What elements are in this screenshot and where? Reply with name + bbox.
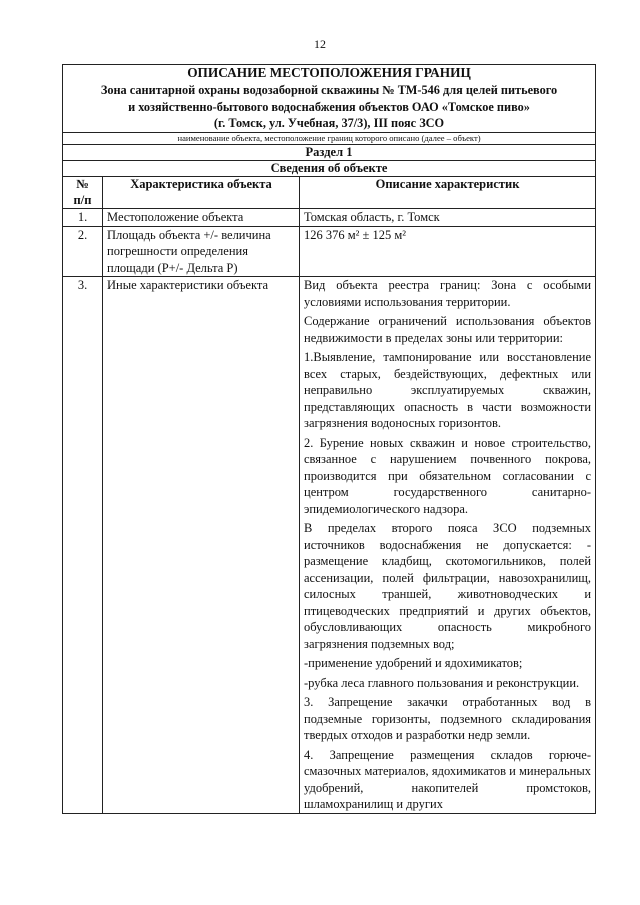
row-value: [300, 277, 596, 814]
section-heading: Раздел 1: [63, 145, 596, 161]
document-title: [63, 65, 596, 133]
restriction-paragraph: -применение удобрений и ядохимикатов;: [304, 656, 523, 671]
column-header-description: Описание характеристик: [300, 177, 596, 209]
column-header-number-line-1: №: [76, 177, 89, 192]
column-header-characteristic: Характеристика объекта: [103, 177, 300, 209]
row-value: Томская область, г. Томск: [300, 209, 596, 227]
restriction-paragraph: В пределах второго пояса ЗСО подземных источников водоснабжения не допускается: - размещение кладбищ, скотомогильников, полей ассенизации, полей фильтрации, навозохранилищ, силосных траншей, животноводческих и птицеводческих предприятий и других объектов, обусловливающих опасность микробного загрязнения подземных вод;: [304, 521, 592, 651]
table-row: [63, 226, 596, 277]
restriction-paragraph: 2. Бурение новых скважин и новое строительство, связанное с нарушением почвенного покрова, производится при обязательном согласовании с центром государственного санитарно-эпидемиологического надзора.: [304, 435, 592, 516]
row-value: 126 376 м² ± 125 м²: [300, 226, 596, 277]
title-line-3: и хозяйственно-бытового водоснабжения объектов ОАО «Томское пиво»: [128, 99, 530, 114]
page-number: 12: [314, 37, 326, 51]
restriction-paragraph: 1.Выявление, тампонирование или восстановление всех старых, бездействующих, дефектных или неправильно эксплуатируемых скважин, представляющих опасность в части возможности загрязнения водоносных горизонтов.: [304, 350, 592, 431]
row-number: 3.: [63, 277, 103, 814]
title-row: [63, 65, 596, 133]
restriction-paragraph: Вид объекта реестра границ: Зона с особыми условиями использования территории.: [304, 278, 592, 309]
title-line-4: (г. Томск, ул. Учебная, 37/3), III пояс ЗСО: [213, 116, 445, 131]
title-line-2: Зона санитарной охраны водозаборной скважины № ТМ-546 для целей питьевого: [100, 82, 558, 97]
row-number: 1.: [63, 209, 103, 227]
row-characteristic: Иные характеристики объекта: [103, 277, 300, 814]
column-header-number-line-2: п/п: [73, 192, 92, 207]
column-header-number: [63, 177, 103, 209]
restriction-paragraph: Содержание ограничений использования объектов недвижимости в пределах зоны или территории:: [304, 314, 592, 345]
subsection-row: [63, 161, 596, 177]
subsection-heading: Сведения об объекте: [63, 161, 596, 177]
object-caption: наименование объекта, местоположение границ которого описано (далее – объект): [63, 133, 596, 145]
boundary-description-table: [62, 64, 596, 814]
section-row: [63, 145, 596, 161]
column-header-row: [63, 177, 596, 209]
caption-row: [63, 133, 596, 145]
row-characteristic: Площадь объекта +/- величина погрешности определения площади (Р+/- Дельта Р): [103, 226, 300, 277]
restriction-paragraph: -рубка леса главного пользования и реконструкции.: [304, 675, 580, 690]
title-line-1: ОПИСАНИЕ МЕСТОПОЛОЖЕНИЯ ГРАНИЦ: [187, 65, 471, 80]
restriction-paragraph: 3. Запрещение закачки отработанных вод в подземные горизонты, подземного складирования твердых отходов и разработки недр земли.: [304, 695, 592, 743]
row-number: 2.: [63, 226, 103, 277]
row-characteristic: Местоположение объекта: [103, 209, 300, 227]
restriction-paragraph: 4. Запрещение размещения складов горюче-смазочных материалов, ядохимикатов и минеральных удобрений, накопителей промстоков, шламохранилищ и других: [304, 747, 592, 812]
table-row: [63, 209, 596, 227]
table-row: [63, 277, 596, 814]
